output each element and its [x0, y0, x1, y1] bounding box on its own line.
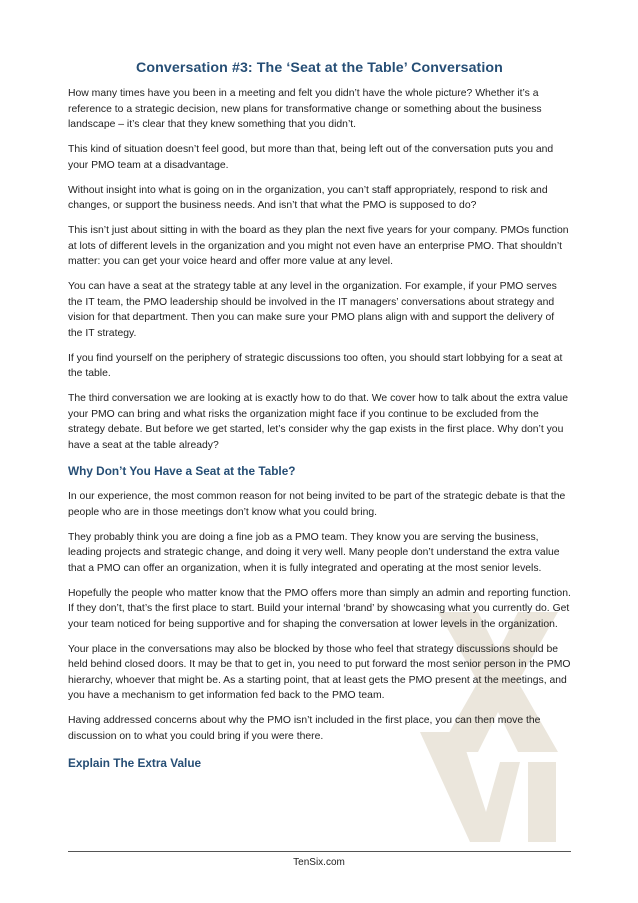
paragraph: How many times have you been in a meeting and felt you didn’t have the whole picture? Whether it’s a reference to a strategic decision, new plans for transformative change or something about the business landscape – it’s clear that they knew something that you didn’t.: [68, 88, 542, 130]
paragraph: Hopefully the people who matter know that the PMO offers more than simply an admin and reporting function. If they don’t, that’s the first place to start. Build your internal ‘brand’ by showcasing what you currently do. Get your team noticed for being supportive and for shaping the conversation at lower levels in the organization.: [68, 587, 571, 630]
paragraph: Your place in the conversations may also be blocked by those who feel that strategy discussions should be held behind closed doors. It may be that to get in, you need to put forward the most senior person in the PMO hierarchy, whoever that might be. As a starting point, that at least gets the PMO present at the meetings, and you have a mechanism to get information fed back to the PMO team.: [68, 643, 571, 701]
footer-text: TenSix.com: [293, 857, 345, 868]
paragraph: If you find yourself on the periphery of strategic discussions too often, you should start lobbying for a seat at the table.: [68, 352, 563, 379]
document-body: [68, 60, 571, 781]
paragraph: You can have a seat at the strategy table at any level in the organization. For example, if your PMO serves the IT team, the PMO leadership should be involved in the IT managers’ conversations about strategy and vision for that department. Then you can make sure your PMO plans align with and support the delivery of the IT strategy.: [68, 281, 557, 339]
paragraph: They probably think you are doing a fine job as a PMO team. They know you are serving the business, leading projects and strategic change, and doing it very well. Many people don’t understand the extra value that a PMO can offer an organization, when it is fully integrated and operating at the most senior levels.: [68, 531, 560, 574]
paragraph: The third conversation we are looking at is exactly how to do that. We cover how to talk about the extra value your PMO can bring and what risks the organization might face if you continue to be excluded from the strategy debate. But before we get started, let’s consider why the gap exists in the first place. Why don’t you have a seat at the table already?: [68, 393, 568, 451]
paragraph: Having addressed concerns about why the PMO isn’t included in the first place, you can then move the discussion on to what you could bring if you were there.: [68, 715, 541, 742]
footer-divider: [68, 851, 571, 852]
paragraph: This isn’t just about sitting in with the board as they plan the next five years for your company. PMOs function at lots of different levels in the organization and you might not even have an enterprise PMO. That shouldn’t matter: you can get your voice heard and offer more value at any level.: [68, 225, 569, 267]
paragraph: In our experience, the most common reason for not being invited to be part of the strategic debate is that the people who are in those meetings don’t know what you could bring.: [68, 491, 566, 518]
page-title: Conversation #3: The ‘Seat at the Table’ Conversation: [136, 60, 503, 76]
section-heading-extra-value: Explain The Extra Value: [68, 756, 202, 770]
paragraph: Without insight into what is going on in the organization, you can’t staff appropriately, respond to risk and changes, or support the business needs. And isn’t that what the PMO is supposed to do?: [68, 184, 548, 211]
paragraph: This kind of situation doesn’t feel good, but more than that, being left out of the conversation puts you and your PMO team at a disadvantage.: [68, 144, 554, 171]
section-heading-why: Why Don’t You Have a Seat at the Table?: [68, 464, 296, 478]
